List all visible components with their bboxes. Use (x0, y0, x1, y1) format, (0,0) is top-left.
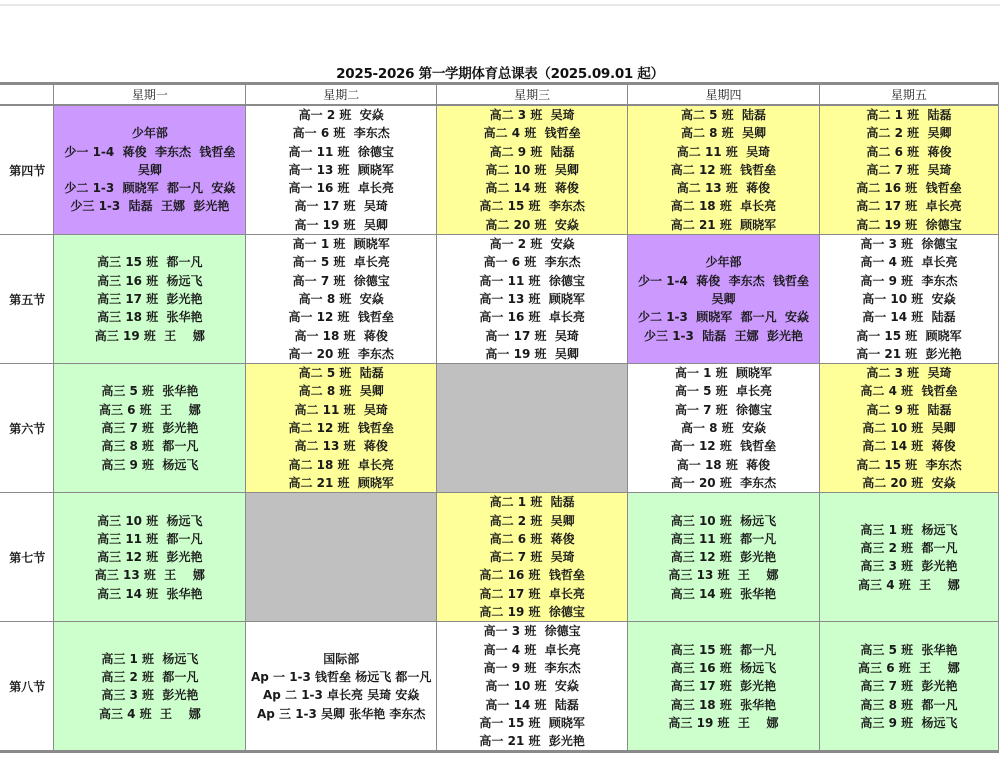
schedule-cell-fri (819, 364, 998, 493)
class-assignment: 高三 2 班 都一凡 (860, 540, 958, 555)
class-assignment: 高二 3 班 吴琦 (866, 366, 952, 381)
class-assignment: 高一 14 班 陆磊 (485, 697, 579, 712)
corner-cell (0, 84, 54, 106)
class-assignment: 高二 15 班 李东杰 (479, 199, 585, 214)
class-assignment: 高二 10 班 吴卿 (862, 421, 956, 436)
class-assignment: 高一 21 班 彭光艳 (479, 734, 585, 749)
class-assignment: 高二 18 班 卓长亮 (670, 199, 777, 214)
schedule-cell-mon (54, 493, 246, 622)
class-assignment: 高一 7 班 徐德宝 (292, 273, 390, 288)
class-assignment: 高一 13 班 顾晓军 (288, 162, 394, 177)
class-assignment: 少一 1-4 蒋俊 李东杰 钱哲垒 (638, 273, 809, 288)
class-assignment: 高一 7 班 徐德宝 (674, 402, 773, 417)
class-assignment: 高二 20 班 安焱 (485, 217, 579, 232)
class-assignment: 高一 12 班 钱哲垒 (670, 439, 777, 454)
period-label: 第七节 (0, 493, 54, 622)
class-assignment: 高二 12 班 钱哲垒 (288, 421, 394, 436)
class-assignment: 少二 1-3 顾晓军 都一凡 安焱 (638, 310, 809, 325)
schedule-cell-mon (54, 622, 246, 752)
class-assignment: 少一 1-4 蒋俊 李东杰 钱哲垒 (64, 144, 236, 159)
schedule-cell-fri (819, 105, 998, 235)
pe-schedule-table (0, 82, 999, 753)
class-assignment: 少三 1-3 陆磊 王娜 彭光艳 (70, 199, 230, 214)
class-assignment: 高三 17 班 彭光艳 (670, 679, 777, 694)
class-assignment: 高一 15 班 顾晓军 (856, 328, 962, 343)
class-assignment: 高三 17 班 彭光艳 (97, 291, 203, 306)
class-assignment: 高二 17 班 卓长亮 (856, 199, 962, 214)
class-assignment: Ap 二 1-3 卓长亮 吴琦 安焱 (262, 688, 420, 703)
class-assignment: 高三 6 班 王 娜 (858, 660, 960, 675)
class-assignment: 吴卿 (711, 291, 736, 306)
class-assignment: 高三 2 班 都一凡 (101, 670, 199, 685)
class-assignment: 高二 21 班 顾晓军 (670, 217, 777, 232)
period-label: 第八节 (0, 622, 54, 752)
class-assignment: 高一 8 班 安焱 (680, 421, 767, 436)
schedule-cell-thu (628, 622, 820, 752)
class-assignment: 少三 1-3 陆磊 王娜 彭光艳 (644, 328, 803, 343)
class-assignment: 高二 17 班 卓长亮 (479, 586, 585, 601)
class-assignment: 高二 16 班 钱哲垒 (856, 181, 962, 196)
class-assignment: 高三 19 班 王 娜 (668, 715, 779, 730)
class-assignment: 高一 4 班 卓长亮 (483, 642, 581, 657)
schedule-cell-thu (628, 364, 820, 493)
class-assignment: 高三 3 班 彭光艳 (860, 559, 958, 574)
period-label: 第五节 (0, 235, 54, 364)
class-assignment: 高一 18 班 蒋俊 (676, 457, 771, 472)
schedule-cell-tue (246, 105, 437, 235)
class-assignment: 高三 18 班 张华艳 (97, 310, 203, 325)
class-assignment: 高三 7 班 彭光艳 (101, 421, 199, 436)
class-assignment: 高三 14 班 张华艳 (97, 586, 203, 601)
class-assignment: 高二 2 班 吴卿 (489, 513, 575, 528)
class-assignment: 高一 11 班 徐德宝 (479, 273, 585, 288)
period-label: 第四节 (0, 105, 54, 235)
class-assignment: 国际部 (323, 651, 360, 666)
class-assignment: 高二 7 班 吴琦 (489, 550, 575, 565)
class-assignment: 高二 13 班 蒋俊 (676, 181, 771, 196)
class-assignment: 高三 8 班 都一凡 (860, 697, 958, 712)
class-assignment: 高二 9 班 陆磊 (866, 402, 952, 417)
class-assignment: 高二 11 班 吴琦 (294, 402, 388, 417)
class-assignment: 高二 14 班 蒋俊 (862, 439, 956, 454)
day-header-wed: 星期三 (437, 84, 628, 106)
class-assignment: 高三 5 班 张华艳 (101, 384, 199, 399)
schedule-cell-wed (437, 364, 628, 493)
top-divider (0, 4, 1000, 6)
class-assignment: 高三 1 班 杨远飞 (860, 522, 958, 537)
period-row (0, 235, 999, 364)
schedule-cell-fri (819, 493, 998, 622)
class-assignment: 高一 21 班 彭光艳 (856, 346, 962, 361)
class-assignment: Ap 一 1-3 钱哲垒 杨远飞 都一凡 (250, 670, 432, 685)
class-assignment: 高三 16 班 杨远飞 (97, 273, 203, 288)
class-assignment: 高二 9 班 陆磊 (489, 144, 575, 159)
class-assignment: 高三 18 班 张华艳 (670, 697, 777, 712)
class-assignment: 高二 4 班 钱哲垒 (483, 126, 581, 141)
class-assignment: 高二 8 班 吴卿 (680, 126, 767, 141)
class-assignment: 高一 17 班 吴琦 (294, 199, 388, 214)
period-row (0, 493, 999, 622)
class-assignment: 高三 10 班 杨远飞 (97, 513, 203, 528)
class-assignment: 高三 13 班 王 娜 (94, 568, 205, 583)
schedule-cell-tue (246, 622, 437, 752)
class-assignment: 高三 8 班 都一凡 (101, 439, 199, 454)
class-assignment: 高二 19 班 徐德宝 (856, 217, 962, 232)
class-assignment: 高一 3 班 徐德宝 (483, 624, 581, 639)
class-assignment: 高三 3 班 彭光艳 (101, 688, 199, 703)
class-assignment: 高一 15 班 顾晓军 (479, 715, 585, 730)
class-assignment: 高二 20 班 安焱 (862, 475, 956, 490)
schedule-cell-tue (246, 493, 437, 622)
class-assignment: 吴卿 (137, 162, 162, 177)
class-assignment: 高一 19 班 吴卿 (294, 217, 388, 232)
class-assignment: 高三 19 班 王 娜 (94, 328, 205, 343)
class-assignment: 高二 3 班 吴琦 (489, 108, 575, 122)
class-assignment: 高一 16 班 卓长亮 (479, 310, 585, 325)
schedule-cell-thu (628, 105, 820, 235)
class-assignment: 少年部 (705, 255, 742, 270)
class-assignment: 高二 1 班 陆磊 (489, 495, 575, 510)
day-header-mon: 星期一 (54, 84, 246, 106)
class-assignment: 高三 16 班 杨远飞 (670, 660, 777, 675)
class-assignment: 高三 12 班 彭光艳 (670, 550, 777, 565)
class-assignment: 高二 2 班 吴卿 (866, 126, 952, 141)
class-assignment: 高一 9 班 李东杰 (860, 273, 958, 288)
schedule-cell-wed (437, 235, 628, 364)
class-assignment: 高一 5 班 卓长亮 (292, 255, 390, 270)
class-assignment: 高三 7 班 彭光艳 (860, 679, 958, 694)
class-assignment: 高三 9 班 杨远飞 (101, 457, 199, 472)
class-assignment: 高二 18 班 卓长亮 (288, 457, 394, 472)
class-assignment: 高二 7 班 吴琦 (866, 162, 952, 177)
class-assignment: 高一 3 班 徐德宝 (860, 237, 958, 252)
schedule-cell-mon (54, 105, 246, 235)
class-assignment: 高三 1 班 杨远飞 (101, 651, 199, 666)
period-row (0, 105, 999, 235)
class-assignment: 高三 10 班 杨远飞 (670, 513, 777, 528)
period-label: 第六节 (0, 364, 54, 493)
class-assignment: 高一 20 班 李东杰 (670, 475, 777, 490)
schedule-cell-wed (437, 105, 628, 235)
class-assignment: 高二 19 班 徐德宝 (479, 605, 585, 620)
class-assignment: 高一 5 班 卓长亮 (674, 384, 773, 399)
class-assignment: 高二 6 班 蒋俊 (866, 144, 952, 159)
class-assignment: 高二 6 班 蒋俊 (489, 531, 575, 546)
class-assignment: 高一 12 班 钱哲垒 (288, 310, 394, 325)
class-assignment: 高三 4 班 王 娜 (98, 706, 201, 721)
class-assignment: 高三 11 班 都一凡 (97, 531, 203, 546)
class-assignment: 高二 14 班 蒋俊 (485, 181, 579, 196)
schedule-cell-fri (819, 235, 998, 364)
class-assignment: 高一 9 班 李东杰 (483, 660, 581, 675)
class-assignment: 高二 11 班 吴琦 (676, 144, 771, 159)
class-assignment: 高一 14 班 陆磊 (862, 310, 956, 325)
class-assignment: 高三 4 班 王 娜 (858, 577, 960, 592)
period-row (0, 364, 999, 493)
class-assignment: 高一 10 班 安焱 (485, 679, 579, 694)
page-title: 2025-2026 第一学期体育总课表（2025.09.01 起） (336, 66, 664, 82)
header-row (0, 84, 999, 106)
class-assignment: 高三 12 班 彭光艳 (97, 550, 203, 565)
schedule-cell-wed (437, 622, 628, 752)
schedule-cell-tue (246, 364, 437, 493)
schedule-cell-mon (54, 235, 246, 364)
schedule-cell-tue (246, 235, 437, 364)
class-assignment: 高三 15 班 都一凡 (670, 642, 777, 657)
class-assignment: 高一 19 班 吴卿 (485, 346, 579, 361)
class-assignment: 高三 14 班 张华艳 (670, 586, 777, 601)
class-assignment: 高一 2 班 安焱 (298, 108, 384, 122)
class-assignment: 高三 15 班 都一凡 (97, 255, 203, 270)
class-assignment: 高一 13 班 顾晓军 (479, 291, 585, 306)
class-assignment: 高二 13 班 蒋俊 (294, 439, 388, 454)
class-assignment: 高三 9 班 杨远飞 (860, 715, 958, 730)
class-assignment: 高一 11 班 徐德宝 (288, 144, 394, 159)
class-assignment: 高二 1 班 陆磊 (866, 108, 952, 122)
class-assignment: 少二 1-3 顾晓军 都一凡 安焱 (64, 181, 236, 196)
day-header-thu: 星期四 (628, 84, 820, 106)
class-assignment: 高二 21 班 顾晓军 (288, 475, 394, 490)
class-assignment: 高一 20 班 李东杰 (288, 346, 394, 361)
class-assignment: 高二 5 班 陆磊 (298, 366, 384, 381)
class-assignment: 高一 16 班 卓长亮 (288, 181, 394, 196)
class-assignment: 高三 11 班 都一凡 (670, 531, 777, 546)
schedule-cell-thu (628, 493, 820, 622)
class-assignment: 高二 12 班 钱哲垒 (670, 162, 777, 177)
class-assignment: 高一 6 班 李东杰 (292, 126, 390, 141)
day-header-fri: 星期五 (819, 84, 998, 106)
class-assignment: 高二 10 班 吴卿 (485, 162, 579, 177)
class-assignment: 高一 4 班 卓长亮 (860, 255, 958, 270)
day-header-tue: 星期二 (246, 84, 437, 106)
class-assignment: Ap 三 1-3 吴卿 张华艳 李东杰 (256, 706, 426, 721)
class-assignment: 高二 4 班 钱哲垒 (860, 384, 958, 399)
class-assignment: 高一 17 班 吴琦 (485, 328, 579, 343)
class-assignment: 高一 18 班 蒋俊 (294, 328, 388, 343)
class-assignment: 少年部 (131, 126, 168, 141)
class-assignment: 高一 6 班 李东杰 (483, 255, 581, 270)
class-assignment: 高三 13 班 王 娜 (668, 568, 779, 583)
class-assignment: 高一 8 班 安焱 (298, 291, 384, 306)
schedule-cell-mon (54, 364, 246, 493)
class-assignment: 高二 15 班 李东杰 (856, 457, 962, 472)
class-assignment: 高二 8 班 吴卿 (298, 384, 384, 399)
class-assignment: 高二 16 班 钱哲垒 (479, 568, 585, 583)
class-assignment: 高二 5 班 陆磊 (680, 108, 767, 122)
class-assignment: 高三 6 班 王 娜 (98, 402, 201, 417)
class-assignment: 高三 5 班 张华艳 (860, 642, 958, 657)
class-assignment: 高一 2 班 安焱 (489, 237, 575, 252)
period-row (0, 622, 999, 752)
schedule-cell-fri (819, 622, 998, 752)
schedule-cell-wed (437, 493, 628, 622)
schedule-cell-thu (628, 235, 820, 364)
class-assignment: 高一 1 班 顾晓军 (292, 237, 390, 252)
class-assignment: 高一 1 班 顾晓军 (674, 366, 773, 381)
class-assignment: 高一 10 班 安焱 (862, 291, 956, 306)
